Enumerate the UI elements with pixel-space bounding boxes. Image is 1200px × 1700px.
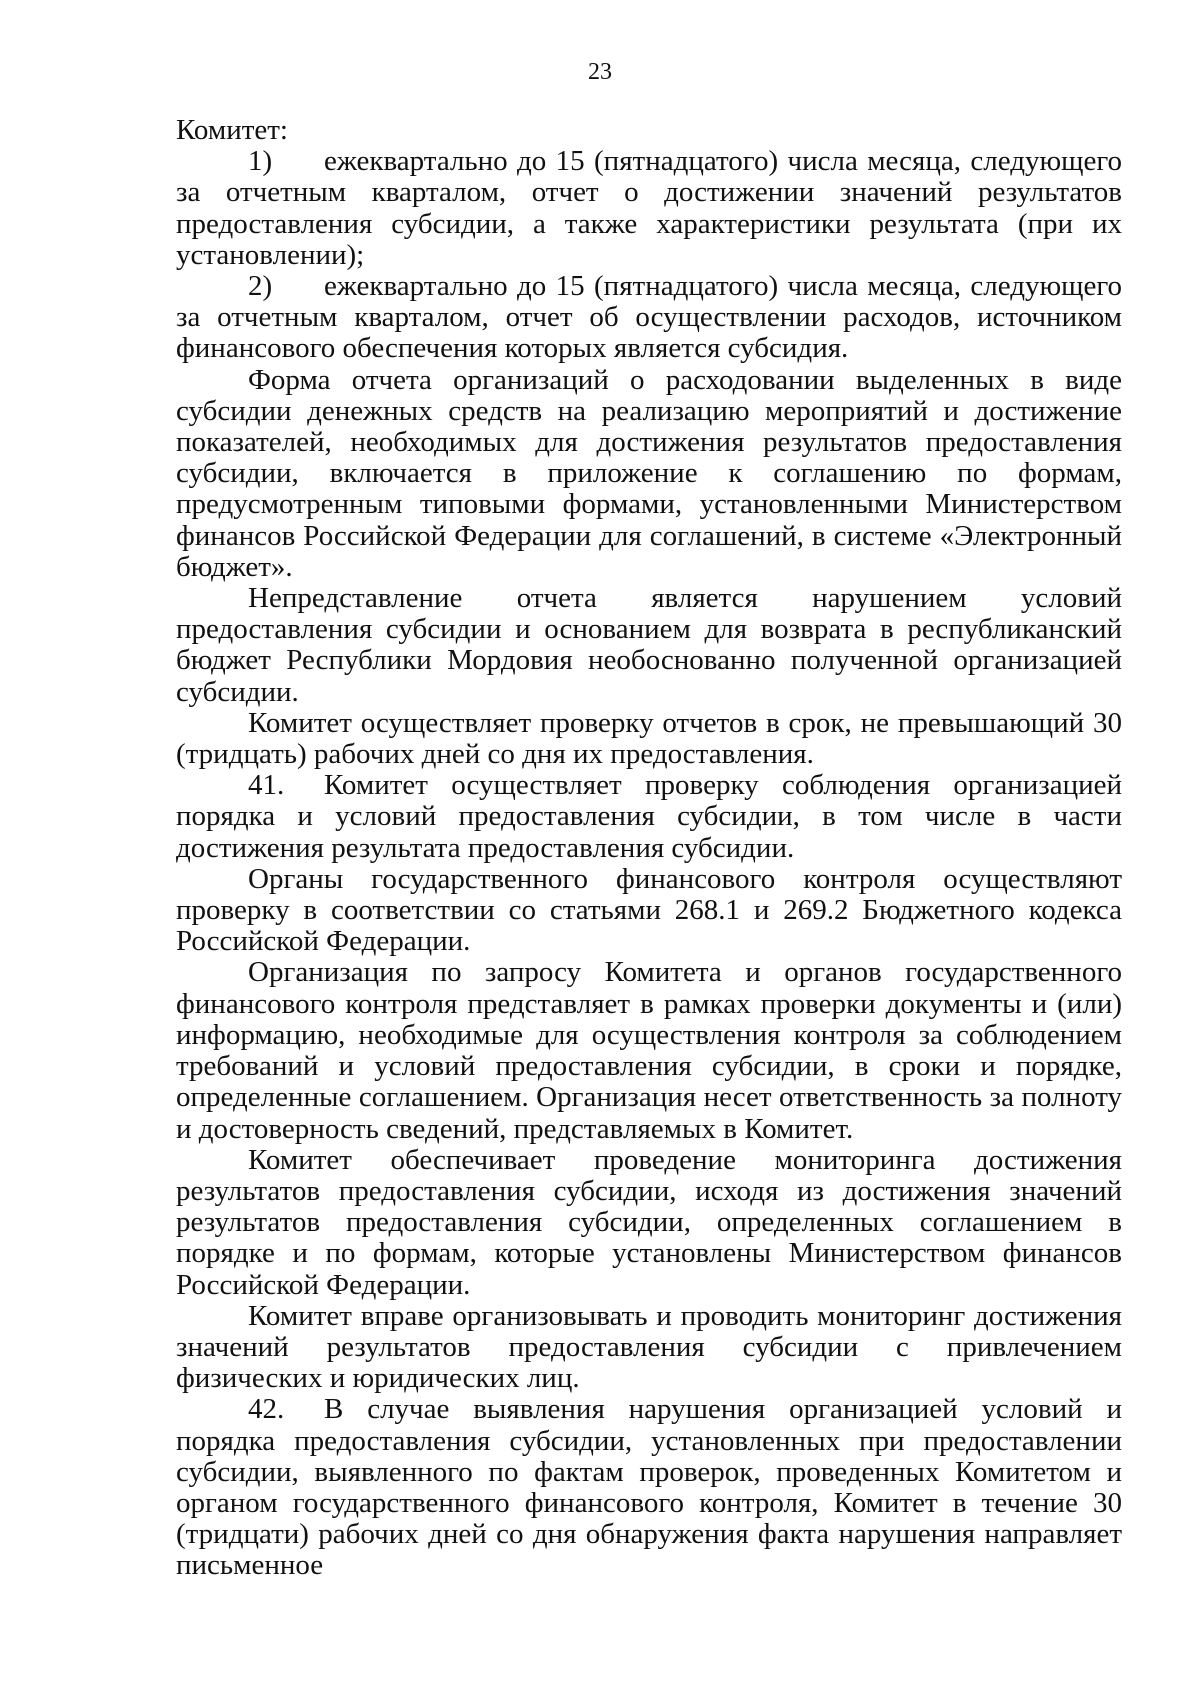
section-heading: Комитет:	[176, 114, 288, 146]
clause-text: Комитет осуществляет проверку соблюдения организацией порядка и условий предоставления субсидии, в том числе в части достижения результата предоставления субсидии.	[176, 769, 1122, 864]
paragraph-report-check: Комитет осуществляет проверку отчетов в срок, не превышающий 30 (тридцать) рабочих дней со дня их предоставления.	[176, 706, 1122, 771]
paragraph-control-organs: Органы государственного финансового контроля осуществляют проверку в соответствии со статьями 268.1 и 269.2 Бюджетного кодекса Российской Федерации.	[176, 862, 1122, 958]
clause-number: 42.	[248, 1393, 285, 1426]
list-item-text: ежеквартально до 15 (пятнадцатого) числа месяца, следующего за отчетным кварталом, отчет об осуществлении расходов, источником финансового обеспечения которых является субсидия.	[176, 270, 1122, 365]
paragraph-monitoring-right: Комитет вправе организовывать и проводить мониторинг достижения значений результатов предоставления субсидии с привлечением физических и юридических лиц.	[176, 1299, 1122, 1395]
list-item-number: 1)	[248, 145, 273, 178]
clause-41	[176, 770, 1122, 864]
document-body	[176, 115, 1122, 1582]
clause-number: 41.	[248, 769, 285, 802]
clause-text: В случае выявления нарушения организацией условий и порядка предоставления субсидии, установленных при предоставлении субсидии, выявленного по фактам проверок, проведенных Комитетом и органом государственного финансового контроля, Комитет в течение 30 (тридцати) рабочих дней со дня обнаружения факта нарушения направляет письменное	[176, 1393, 1122, 1582]
paragraph-nonsubmission: Непредставление отчета является нарушением условий предоставления субсидии и основанием для возврата в республиканский бюджет Республики Мордовия необоснованно полученной организацией субсидии.	[176, 582, 1122, 708]
paragraph-report-form: Форма отчета организаций о расходовании выделенных в виде субсидии денежных средств на реализацию мероприятий и достижение показателей, необходимых для достижения результатов предоставления субсидии, включается в приложение к соглашению по формам, предусмотренным типовыми формами, установленными Министерством финансов Российской Федерации для соглашений, в системе «Электронный бюджет».	[176, 363, 1122, 583]
list-item-1	[176, 146, 1122, 271]
paragraph-request-documents: Организация по запросу Комитета и органов государственного финансового контроля представляет в рамках проверки документы и (или) информацию, необходимые для осуществления контроля за соблюдением требований и условий предоставления субсидии, в сроки и порядке, определенные соглашением. Организация несет ответственность за полноту и достоверность сведений, представляемых в Комитет.	[176, 956, 1122, 1145]
list-item-2	[176, 271, 1122, 365]
list-item-text: ежеквартально до 15 (пятнадцатого) числа месяца, следующего за отчетным кварталом, отчет о достижении значений результатов предоставления субсидии, а также характеристики результата (при их установлении);	[176, 145, 1122, 271]
paragraph-monitoring: Комитет обеспечивает проведение мониторинга достижения результатов предоставления субсидии, исходя из достижения значений результатов предоставления субсидии, определенных соглашением в порядке и по формам, которые установлены Министерством финансов Российской Федерации.	[176, 1143, 1122, 1301]
clause-42	[176, 1394, 1122, 1581]
page-number: 23	[588, 59, 612, 85]
list-item-number: 2)	[248, 270, 273, 303]
